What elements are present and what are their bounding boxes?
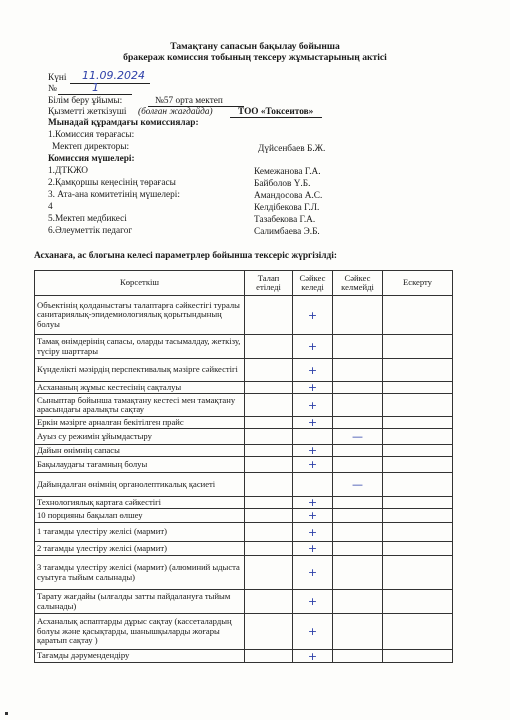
provider-note: (болған жағдайда) (138, 107, 213, 117)
member-role: 5.Мектеп медбикесі (48, 214, 127, 224)
note-cell (383, 650, 453, 663)
compliant-mark: + (307, 595, 318, 608)
table-row (35, 509, 453, 523)
compliant-cell (293, 445, 333, 457)
chair-name: Дүйсенбаев Б.Ж. (258, 144, 326, 154)
table-row (35, 429, 453, 445)
member-name: Тазабекова Г.А. (254, 215, 316, 225)
table-row (35, 457, 453, 473)
compliant-mark: + (307, 509, 318, 522)
indicator-cell: Технологиялық картаға сәйкестігі (35, 497, 245, 509)
compliant-mark: + (307, 381, 318, 394)
indicator-cell: Асханалық аспаптарды дұрыс сақтау (кассеталардың болуы және қасықтарды, шанышқыларды жоғары қаратып сақтау ) (35, 614, 245, 650)
compliant-cell (293, 523, 333, 542)
member-name: Салимбаева Э.Б. (254, 227, 320, 237)
compliant-cell (293, 542, 333, 556)
indicator-cell: Тағамды дәрумендендіру (35, 650, 245, 663)
indicator-cell: Еркін мәзірге арналған бекітілген прайс (35, 417, 245, 429)
compliant-cell (293, 473, 333, 497)
number-value: 1 (92, 81, 99, 94)
compliant-mark: + (307, 340, 318, 353)
chair-heading: 1.Комиссия төрағасы: (48, 130, 135, 140)
compliant-mark: + (307, 625, 318, 638)
indicator-cell: Ауыз су режимін ұйымдастыру (35, 429, 245, 445)
required-cell (245, 394, 293, 417)
noncompliant-cell (333, 296, 383, 335)
noncompliant-mark: — (352, 430, 363, 443)
compliant-cell (293, 296, 333, 335)
required-cell (245, 590, 293, 614)
note-cell (383, 556, 453, 590)
required-cell (245, 614, 293, 650)
indicator-cell: Асхананың жұмыс кестесінің сақталуы (35, 382, 245, 394)
compliant-mark: + (307, 525, 318, 539)
provider-value: ТОО «Токсеитов» (238, 107, 314, 117)
noncompliant-cell (333, 590, 383, 614)
note-cell (383, 394, 453, 417)
indicator-cell: Тамақ өнімдерінің сапасы, оларды тасымалдау, жеткізу, түсіру шарттары (35, 335, 245, 359)
column-header: Сәйкес келмейді (333, 271, 383, 296)
table-row (35, 497, 453, 509)
note-cell (383, 359, 453, 382)
required-cell (245, 335, 293, 359)
note-cell (383, 445, 453, 457)
table-row (35, 590, 453, 614)
document-title-line-1: Тамақтану сапасын бақылау бойынша (170, 41, 340, 52)
note-cell (383, 335, 453, 359)
noncompliant-cell (333, 359, 383, 382)
column-header: Талап етіледі (245, 271, 293, 296)
required-cell (245, 417, 293, 429)
member-role: 1.ДТКЖО (48, 166, 89, 176)
noncompliant-cell (333, 417, 383, 429)
chair-role: Мектеп директоры: (52, 142, 130, 152)
member-name: Амандосова А.С. (254, 191, 323, 201)
table-row (35, 523, 453, 542)
table-row (35, 650, 453, 663)
member-role: 3. Ата-ана комитетінің мүшелері: (48, 190, 180, 200)
required-cell (245, 445, 293, 457)
table-header-row (35, 271, 453, 296)
provider-label: Қызметті жеткізуші (48, 107, 127, 117)
date-label: Күні (48, 73, 67, 83)
compliant-mark: + (307, 416, 318, 429)
note-cell (383, 296, 453, 335)
note-cell (383, 542, 453, 556)
note-cell (383, 473, 453, 497)
compliant-mark: + (307, 363, 318, 377)
compliant-mark: + (307, 542, 318, 555)
required-cell (245, 542, 293, 556)
indicator-cell: 10 порцияны бақылап өлшеу (35, 509, 245, 523)
indicator-cell: 1 тағамды үлестіру желісі (мармит) (35, 523, 245, 542)
members-heading: Комиссия мүшелері: (48, 154, 135, 164)
compliant-cell (293, 556, 333, 590)
noncompliant-cell (333, 542, 383, 556)
compliant-cell (293, 497, 333, 509)
required-cell (245, 296, 293, 335)
indicator-cell: 3 тағамды үлестіру желісі (мармит) (алюминий ыдыста суытуға тыйым салынады) (35, 556, 245, 590)
table-row (35, 394, 453, 417)
date-underline (70, 83, 150, 84)
compliant-cell (293, 509, 333, 523)
indicator-cell: Дайын өнімнің сапасы (35, 445, 245, 457)
org-value: №57 орта мектеп (155, 96, 223, 106)
table-row (35, 473, 453, 497)
compliant-cell (293, 382, 333, 394)
note-cell (383, 457, 453, 473)
column-header: Көрсеткіш (35, 271, 245, 296)
required-cell (245, 650, 293, 663)
indicator-cell: Сыныптар бойынша тамақтану кестесі мен тамақтану арасындағы аралықты сақтау (35, 394, 245, 417)
compliant-cell (293, 614, 333, 650)
compliant-cell (293, 429, 333, 445)
noncompliant-cell (333, 394, 383, 417)
compliant-mark: + (307, 458, 318, 471)
note-cell (383, 382, 453, 394)
compliant-cell (293, 590, 333, 614)
required-cell (245, 382, 293, 394)
member-role: 4 (48, 202, 53, 212)
note-cell (383, 523, 453, 542)
compliant-mark: + (307, 649, 318, 663)
indicator-cell: 2 тағамды үлестіру желісі (мармит) (35, 542, 245, 556)
noncompliant-cell (333, 457, 383, 473)
member-name: Кемежанова Г.А. (254, 167, 321, 177)
indicator-cell: Дайындалған өнімнің органолептикалық қасиеті (35, 473, 245, 497)
noncompliant-mark: — (352, 478, 363, 491)
note-cell (383, 417, 453, 429)
required-cell (245, 473, 293, 497)
document-title-line-2: бракераж комиссия тобының тексеру жұмыстарының актісі (123, 52, 387, 63)
table-row (35, 335, 453, 359)
table-row (35, 296, 453, 335)
required-cell (245, 457, 293, 473)
member-name: Келдібекова Г.Л. (254, 203, 320, 213)
noncompliant-cell (333, 556, 383, 590)
commission-heading: Мынадай құрамдағы комиссиялар: (48, 118, 199, 128)
indicator-cell: Күнделікті мәзірдің перспективалық мәзірге сәйкестігі (35, 359, 245, 382)
required-cell (245, 556, 293, 590)
required-cell (245, 429, 293, 445)
required-cell (245, 509, 293, 523)
inspection-table (34, 270, 453, 663)
noncompliant-cell (333, 335, 383, 359)
member-role: 6.Әлеуметтік педагог (48, 226, 133, 236)
compliant-cell (293, 457, 333, 473)
table-row (35, 542, 453, 556)
compliant-mark: + (307, 308, 318, 322)
table-row (35, 382, 453, 394)
note-cell (383, 509, 453, 523)
compliant-cell (293, 650, 333, 663)
noncompliant-cell (333, 497, 383, 509)
provider-underline (230, 117, 322, 118)
noncompliant-cell (333, 614, 383, 650)
compliant-cell (293, 417, 333, 429)
required-cell (245, 497, 293, 509)
indicator-cell: Бақылаудағы тағамның болуы (35, 457, 245, 473)
table-row (35, 614, 453, 650)
note-cell (383, 497, 453, 509)
noncompliant-cell (333, 429, 383, 445)
noncompliant-cell (333, 382, 383, 394)
member-role: 2.Қамқоршы кеңесінің төрағасы (48, 178, 176, 188)
number-underline (58, 94, 132, 95)
compliant-cell (293, 394, 333, 417)
table-row (35, 417, 453, 429)
scan-mark (5, 712, 8, 715)
noncompliant-cell (333, 473, 383, 497)
noncompliant-cell (333, 523, 383, 542)
note-cell (383, 429, 453, 445)
number-label: № (48, 84, 57, 94)
date-value: 11.09.2024 (82, 69, 145, 82)
note-cell (383, 614, 453, 650)
org-label: Білім беру ұйымы: (48, 96, 123, 106)
required-cell (245, 359, 293, 382)
indicator-cell: Объектінің қолданыстағы талаптарға сәйкестігі туралы санитариялық-эпидемиологиялық қорытындының болуы (35, 296, 245, 335)
compliant-cell (293, 335, 333, 359)
table-row (35, 359, 453, 382)
compliant-cell (293, 359, 333, 382)
required-cell (245, 523, 293, 542)
compliant-mark: + (307, 444, 318, 457)
column-header: Сәйкес келеді (293, 271, 333, 296)
intro-text: Асханаға, ас блогына келесі параметрлер бойынша тексеріс жүргізілді: (34, 251, 338, 261)
noncompliant-cell (333, 509, 383, 523)
table-row (35, 445, 453, 457)
noncompliant-cell (333, 445, 383, 457)
note-cell (383, 590, 453, 614)
column-header: Ескерту (383, 271, 453, 296)
member-name: Байболов Ү.Б. (254, 179, 311, 189)
table-row (35, 556, 453, 590)
compliant-mark: + (307, 496, 318, 509)
compliant-mark: + (307, 398, 318, 412)
indicator-cell: Тарату жағдайы (ылғалды затты пайдалануға тыйым салынады) (35, 590, 245, 614)
compliant-mark: + (307, 566, 318, 579)
noncompliant-cell (333, 650, 383, 663)
